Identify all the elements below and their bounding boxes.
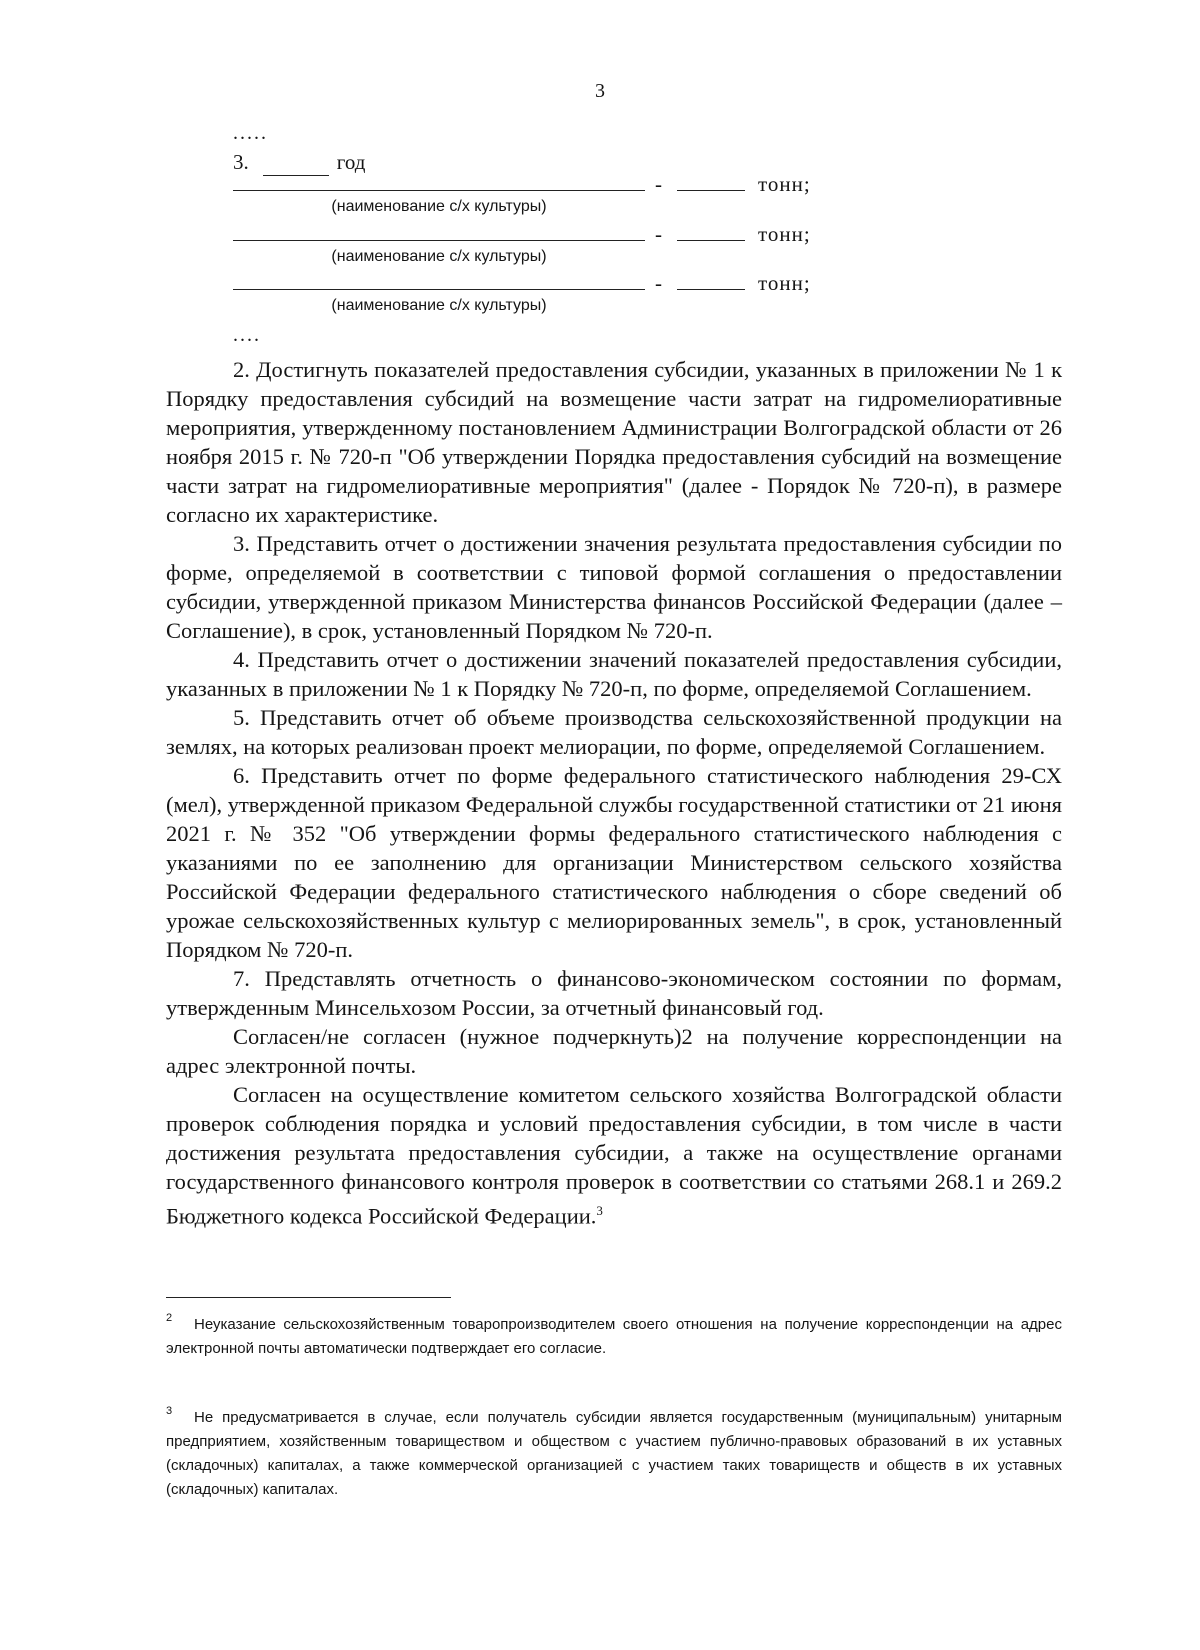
body-text	[166, 355, 1062, 1231]
crop-name-blank	[233, 190, 645, 191]
tonnage-blank	[677, 240, 745, 241]
crop-unit: тонн;	[758, 271, 811, 295]
crop-name-blank	[233, 289, 645, 290]
paragraph-item-2: 2. Достигнуть показателей предоставления субсидии, указанных в приложении № 1 к Порядку предоставления субсидий на возмещение части затрат на гидромелиоративные мероприятия, утвержденному постановлением Администрации Волгоградской области от 26 ноября 2015 г. № 720-п "Об утверждении Порядка предоставления субсидий на возмещение части затрат на гидромелиоративные мероприятия" (далее - Порядок № 720-п), в размере согласно их характеристике.	[166, 357, 1062, 527]
crop-caption: (наименование с/х культуры)	[331, 198, 547, 215]
crop-caption: (наименование с/х культуры)	[331, 297, 547, 314]
paragraph-item-3: 3. Представить отчет о достижении значения результата предоставления субсидии по форме, определяемой в соответствии с типовой формой соглашения о предоставлении субсидии, утвержденной приказом Министерства финансов Российской Федерации (далее – Соглашение), в срок, установленный Порядком № 720-п.	[166, 531, 1062, 643]
paragraph-item-6: 6. Представить отчет по форме федерального статистического наблюдения 29-СХ (мел), утвержденной приказом Федеральной службы государственной статистики от 21 июня 2021 г. № 352 "Об утверждении формы федерального статистического наблюдения с указаниями по ее заполнению для организации Министерством сельского хозяйства Российской Федерации федерального статистического наблюдения о сборе сведений об урожае сельскохозяйственных культур с мелиорированных земель", в срок, установленный Порядком № 720-п.	[166, 763, 1062, 962]
ellipsis-top: .....	[233, 122, 268, 144]
paragraph-inspection-consent	[166, 1080, 1062, 1231]
crop-dash: -	[655, 222, 662, 246]
footnote-3	[166, 1406, 1062, 1502]
tonnage-blank	[677, 190, 745, 191]
crop-caption: (наименование с/х культуры)	[331, 248, 547, 265]
crop-dash: -	[655, 172, 662, 196]
paragraph-item-4: 4. Представить отчет о достижении значений показателей предоставления субсидии, указанных в приложении № 1 к Порядку № 720-п, по форме, определяемой Соглашением.	[166, 647, 1062, 701]
inspection-consent-text: Согласен на осуществление комитетом сельского хозяйства Волгоградской области проверок соблюдения порядка и условий предоставления субсидии, в том числе в части достижения результата предоставления субсидии, а также на осуществление органами государственного финансового контроля проверок в соответствии со статьями 268.1 и 269.2 Бюджетного кодекса Российской Федерации.	[166, 1082, 1062, 1229]
year-item-unit: год	[336, 150, 366, 174]
footnote-ref: 3	[596, 1203, 603, 1218]
year-line	[233, 150, 365, 176]
footnote-text: Неуказание сельскохозяйственным товаропроизводителем своего отношения на получение корреспонденции на адрес электронной почты автоматически подтверждает его согласие.	[166, 1316, 1062, 1357]
year-blank-field	[263, 150, 329, 176]
crop-dash: -	[655, 271, 662, 295]
page-number: 3	[595, 80, 605, 102]
footnote-separator	[166, 1297, 451, 1298]
footnote-mark: 2	[166, 1312, 173, 1324]
paragraph-item-5: 5. Представить отчет об объеме производства сельскохозяйственной продукции на землях, на которых реализован проект мелиорации, по форме, определяемой Соглашением.	[166, 705, 1062, 759]
year-item-number: 3.	[233, 150, 249, 174]
crop-name-blank	[233, 240, 645, 241]
footnote-text: Не предусматривается в случае, если получатель субсидии является государственным (муниципальным) унитарным предприятием, хозяйственным товариществом и обществом с участием публично-правовых образований в их уставных (складочных) капиталах, а также коммерческой организацией с участием таких товариществ и обществ в их уставных (складочных) капиталах.	[166, 1409, 1062, 1498]
crop-unit: тонн;	[758, 222, 811, 246]
crop-unit: тонн;	[758, 172, 811, 196]
footnote-2	[166, 1313, 1062, 1361]
paragraph-email-consent: Согласен/не согласен (нужное подчеркнуть)2 на получение корреспонденции на адрес электронной почты.	[166, 1024, 1062, 1078]
tonnage-blank	[677, 289, 745, 290]
paragraph-item-7: 7. Представлять отчетность о финансово-экономическом состоянии по формам, утвержденным Минсельхозом России, за отчетный финансовый год.	[166, 966, 1062, 1020]
footnote-mark: 3	[166, 1405, 173, 1417]
ellipsis-mid: ....	[233, 324, 261, 346]
